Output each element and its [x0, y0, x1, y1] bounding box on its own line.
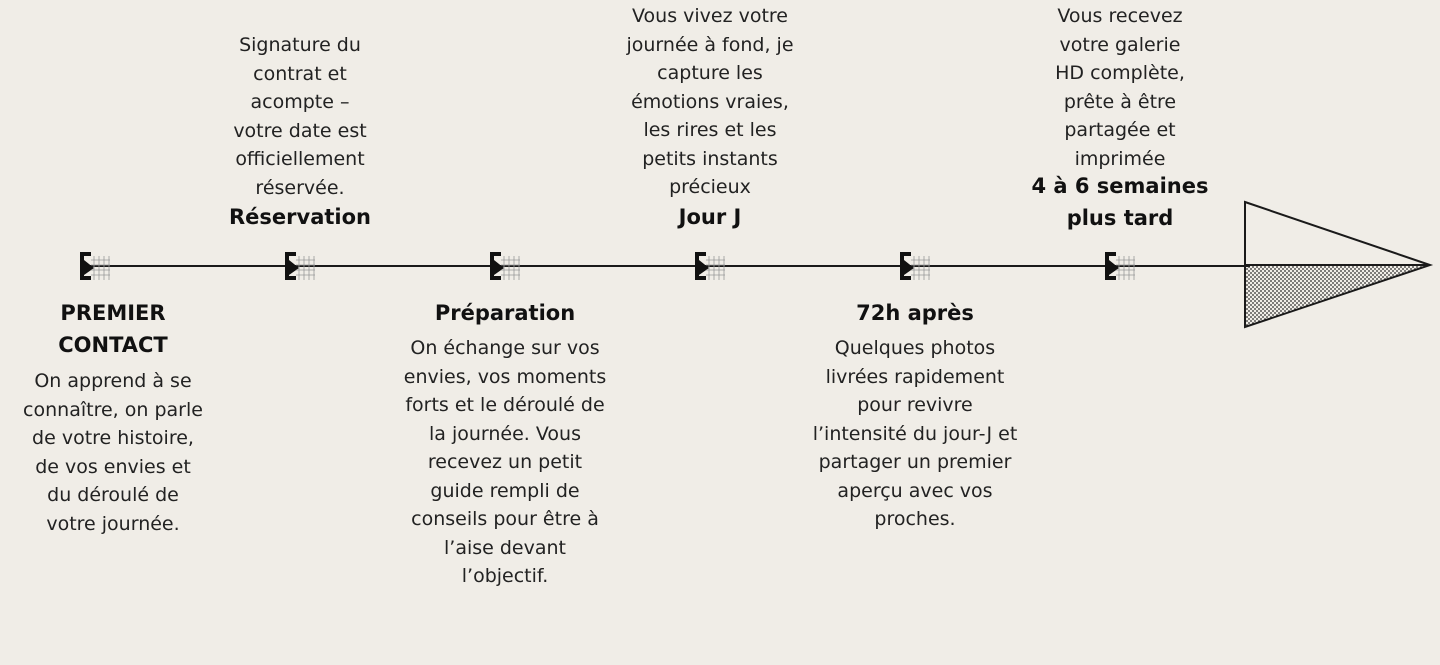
step-title: 4 à 6 semaines plus tard — [1031, 174, 1209, 230]
timeline-marker-icon — [285, 251, 315, 281]
timeline-marker-icon — [1105, 251, 1135, 281]
step-description: Quelques photos livrées rapidement pour revivre l’intensité du jour-J et partager un premier aperçu avec vos proches. — [812, 337, 1018, 530]
timeline-axis — [90, 265, 1250, 267]
step-title: PREMIER CONTACT — [58, 301, 168, 357]
timeline-marker-icon — [900, 251, 930, 281]
step-title: Préparation — [434, 301, 576, 325]
step-title: Jour J — [678, 205, 742, 229]
step-title: Réservation — [229, 205, 371, 229]
step-description: Signature du contrat et acompte – votre date est officiellement réservée. — [233, 34, 367, 199]
step-description: Vous recevez votre galerie HD complète, prête à être partagée et imprimée — [1055, 5, 1185, 170]
timeline-marker-icon — [695, 251, 725, 281]
step-description: On échange sur vos envies, vos moments forts et le déroulé de la journée. Vous recevez un petit guide rempli de conseils pour être à l’aise devant l’objectif. — [403, 337, 607, 587]
step-description: Vous vivez votre journée à fond, je capture les émotions vraies, les rires et les petits instants précieux — [626, 5, 794, 198]
step-title: 72h après — [856, 301, 974, 325]
timeline-marker-icon — [80, 251, 110, 281]
timeline-marker-icon — [490, 251, 520, 281]
step-description: On apprend à se connaître, on parle de votre histoire, de vos envies et du déroulé de votre journée. — [23, 370, 203, 535]
arrow-head-icon — [1238, 196, 1438, 334]
